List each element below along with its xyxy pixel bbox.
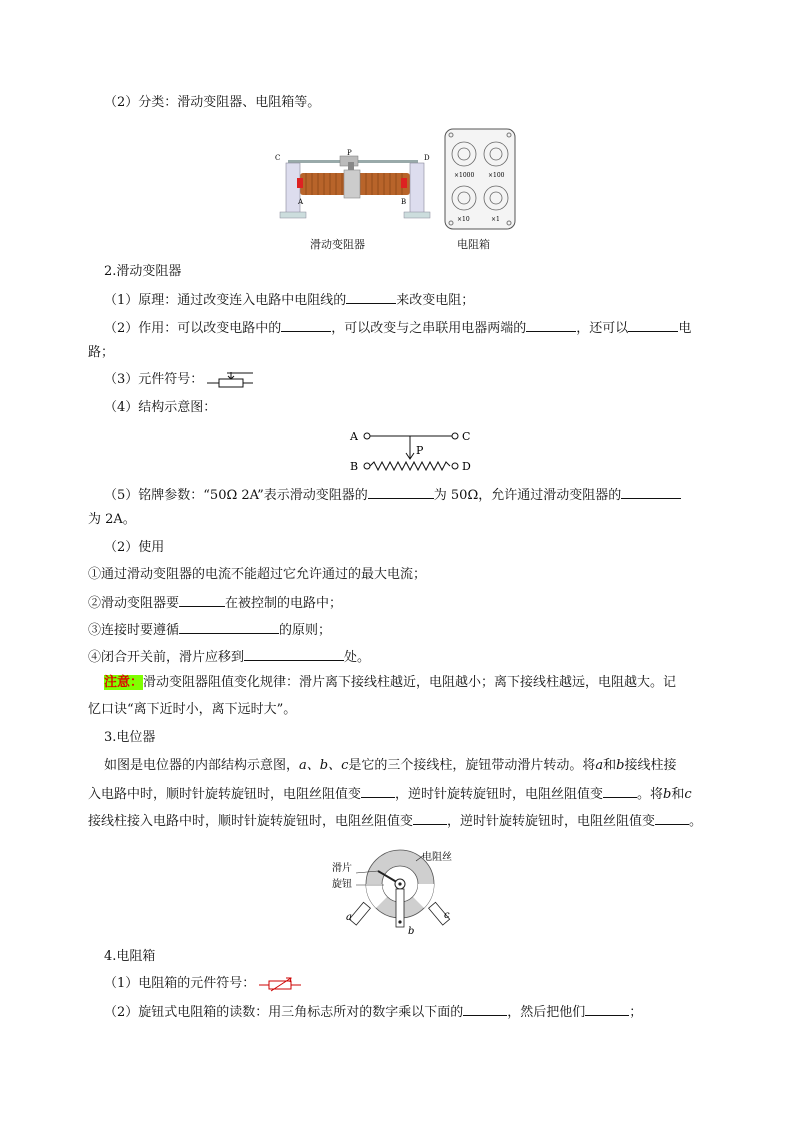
- blank-nameplate-2[interactable]: [621, 484, 681, 499]
- diagram-label-b: B: [350, 460, 359, 473]
- use-title: （2）使用: [104, 540, 165, 555]
- box-dial-1000: ×1000: [454, 172, 475, 179]
- blank-use-2[interactable]: [179, 592, 225, 607]
- rheostat-label-a: A: [298, 198, 304, 206]
- blank-pot-2[interactable]: [603, 783, 637, 798]
- nameplate-line-cont: 为 2A。: [88, 512, 136, 527]
- pot-label-b: b: [408, 926, 415, 937]
- diagram-label-d: D: [462, 460, 471, 473]
- blank-pot-1[interactable]: [361, 783, 395, 798]
- blank-use-4[interactable]: [244, 646, 344, 661]
- blank-function-1[interactable]: [281, 317, 331, 332]
- classification-line: （2）分类：滑动变阻器、电阻箱等。: [104, 95, 321, 110]
- blank-function-2[interactable]: [526, 317, 576, 332]
- box-dial-10: ×10: [457, 216, 470, 223]
- pot-label-a: a: [346, 912, 352, 923]
- rheostat-label-d: D: [424, 154, 430, 162]
- pot-label-knob: 旋钮: [332, 879, 352, 890]
- pot-label-slider: 滑片: [332, 863, 352, 874]
- rheostat-label-b: B: [401, 198, 407, 206]
- note-text: 滑动变阻器阻值变化规律：滑片离下接线柱越近，电阻越小；离下接线柱越远，电阻越大。记: [143, 675, 677, 690]
- pot-paragraph-3: 接线柱接入电路中时，顺时针旋转旋钮时，电阻丝阻值变 ，逆时针旋转旋钮时，电阻丝阻值变 。: [88, 810, 702, 832]
- nameplate-line: （5）铭牌参数：“50Ω 2A”表示滑动变阻器的 为 50Ω，允许通过滑动变阻器的: [104, 484, 681, 506]
- pot-label-c: c: [444, 910, 450, 921]
- use-3: ③连接时要遵循 的原则；: [88, 619, 331, 641]
- rheostat-structure-diagram: [350, 424, 480, 476]
- blank-reading-1[interactable]: [463, 1001, 507, 1016]
- box-symbol-line: （1）电阻箱的元件符号：: [104, 974, 301, 994]
- blank-nameplate-1[interactable]: [368, 484, 434, 499]
- structure-line: （4）结构示意图：: [104, 400, 217, 415]
- rheostat-symbol-icon: [207, 372, 253, 388]
- resistance-box-photo: [444, 128, 516, 230]
- blank-pot-4[interactable]: [655, 810, 689, 825]
- diagram-label-p: P: [416, 444, 424, 457]
- note-line-cont: 忆口诀“离下近时小，离下远时大”。: [88, 702, 297, 717]
- principle-line: （1）原理：通过改变连入电路中电阻线的 来改变电阻；: [104, 289, 474, 311]
- note-label: 注意：: [104, 675, 144, 690]
- box-dial-1: ×1: [491, 216, 500, 223]
- use-1: ①通过滑动变阻器的电流不能超过它允许通过的最大电流；: [88, 567, 427, 582]
- pot-paragraph-1: 如图是电位器的内部结构示意图，a、b、c是它的三个接线柱，旋钮带动滑片转动。将a和b接线柱接: [104, 758, 677, 773]
- function-line-cont: 路；: [88, 345, 115, 360]
- function-line: （2）作用：可以改变电路中的 ，可以改变与之串联用电器两端的 ，还可以 电: [104, 317, 691, 339]
- pot-label-wire: 电阻丝: [422, 852, 452, 863]
- note-line: [104, 673, 676, 693]
- rheostat-caption: 滑动变阻器: [310, 238, 365, 251]
- section-4-title: 4.电阻箱: [104, 949, 156, 964]
- blank-reading-2[interactable]: [585, 1001, 629, 1016]
- blank-pot-3[interactable]: [413, 810, 447, 825]
- use-2: ②滑动变阻器要 在被控制的电路中；: [88, 592, 342, 614]
- blank-principle[interactable]: [346, 289, 396, 304]
- blank-use-3[interactable]: [179, 619, 279, 634]
- diagram-label-c: C: [462, 430, 471, 443]
- section-2-title: 2.滑动变阻器: [104, 264, 182, 279]
- blank-function-3[interactable]: [628, 317, 678, 332]
- resistance-box-symbol-icon: [259, 976, 301, 992]
- pot-paragraph-2: 入电路中时，顺时针旋转旋钮时，电阻丝阻值变 ，逆时针旋转旋钮时，电阻丝阻值变 。将b和c: [88, 783, 692, 805]
- diagram-label-a: A: [350, 430, 358, 443]
- rheostat-label-p: P: [347, 149, 352, 157]
- use-4: ④闭合开关前，滑片应移到 处。: [88, 646, 370, 668]
- box-dial-100: ×100: [488, 172, 505, 179]
- box-reading-line: （2）旋钮式电阻箱的读数：用三角标志所对的数字乘以下面的 ，然后把他们 ；: [104, 1001, 642, 1023]
- potentiometer-diagram: [332, 846, 466, 938]
- rheostat-photo: [270, 148, 435, 228]
- rheostat-label-c: C: [275, 154, 281, 162]
- symbol-line: （3）元件符号：: [104, 370, 253, 390]
- section-3-title: 3.电位器: [104, 730, 156, 745]
- resistance-box-caption: 电阻箱: [457, 238, 490, 251]
